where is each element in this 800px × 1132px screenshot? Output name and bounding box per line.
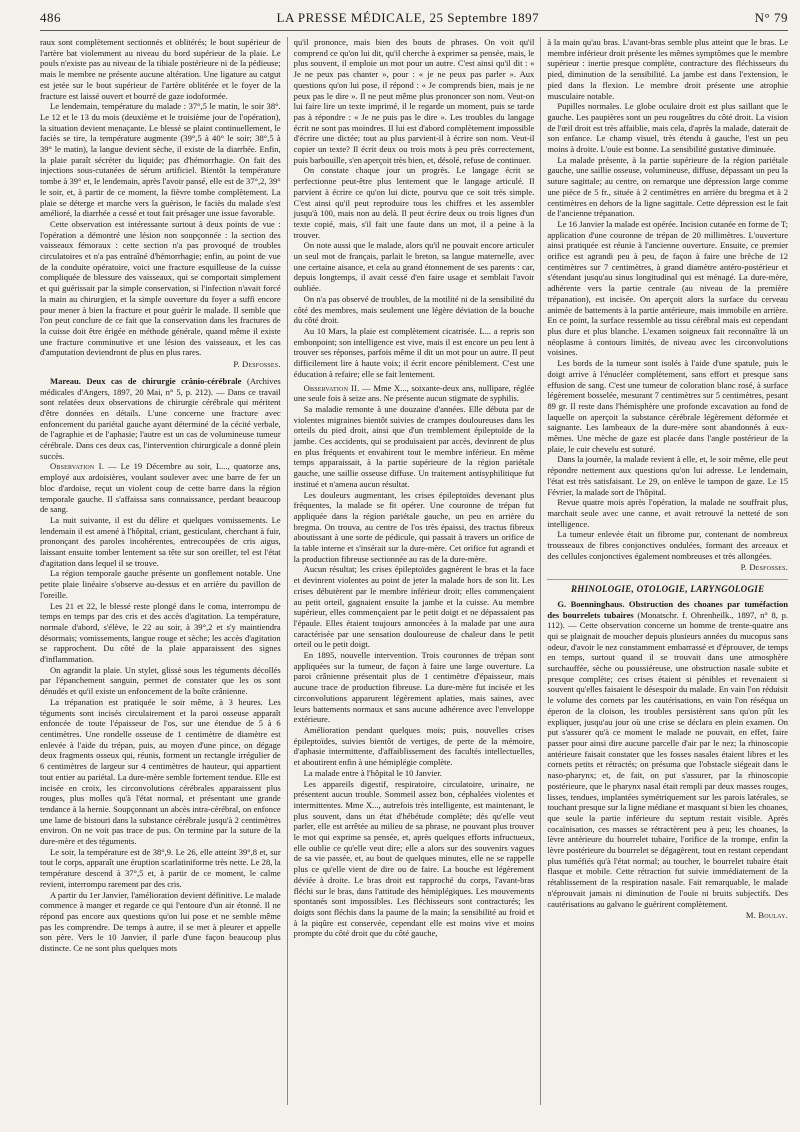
- paragraph: La région temporale gauche présente un gonflement notable. Une petite plaie linéaire s'observe au-dessus et en arrière du pavillon de l'oreille.: [40, 568, 281, 600]
- observation-paragraph: [40, 461, 281, 515]
- paragraph: On n'a pas observé de troubles, de la motilité ni de la sensibilité du côté des membres, mais seulement une légère déviation de la bouche du côté droit.: [293, 293, 535, 326]
- issue-number: N° 79: [754, 10, 788, 25]
- paragraph: La malade entre à l'hôpital le 10 Janvier.: [303, 767, 442, 778]
- paragraph: Cette observation est intéressante surtout à deux points de vue : l'opération a démontré une lésion non soupçonnée : la section des vaisseaux fémoraux : cette section n'a pas provoqué de troubles circulatoires et n'a pas entraîné d'hémorrhagie; enfin, au point de vue de la conduite opératoire, voici une fracture esquilleuse de la cuisse compliquée de blessure des vaisseaux, qui se comportait simplement et qui guérissait par la simple conservation, si l'infection n'avait forcé la main au chirurgien, et la simple ouverture du foyer a suffi encore pour mener à bien la fracture et pour guérir le malade. Il semble que l'on peut conclure de ce fait que la conservation dans les fractures de la cuisse doit être érigée en méthode générale, quand même il existe une fracture comminutive et une lésion des vaisseaux, et les cas d'amputation deviendront de plus en plus rares.: [40, 218, 281, 358]
- paragraph: On agrandit la plaie. Un stylet, glissé sous les téguments décollés par l'épanchement sanguin, permet de constater que les os sont dénudés et qu'il existe un enfoncement de la boîte crânienne.: [40, 664, 281, 697]
- paragraph: La malade présente, à la partie supérieure de la région pariétale gauche, une saillie osseuse, volumineuse, diffuse, dépassant un peu la suture sagittale; au centre, on remarque une dépression large comme une pièce de 5 fr., située à 2 centimètres en arrière du bregma et à 2 centimètres en dehors de la ligne sagittale. Cette dépression est le fait de l'ancienne trépanation.: [547, 154, 789, 219]
- paragraph: Aucun résultat; les crises épileptoïdes gagnèrent le bras et la face et devinrent violentes au point de jeter la malade hors de son lit. Les crises débutèrent par le membre inférieur droit; elles commençaient au petit orteil, gagnaient ensuite la jambe et la cuisse. Au membre supérieur, elles commençaient par le petit doigt et ne dépassaient pas l'épaule. Elles étaient toujours annoncées à la malade par une aura caractérisée par une sensation douloureuse de chaleur dans le petit orteil ou le petit doigt.: [293, 564, 535, 650]
- paragraph: Sa maladie remonte à une douzaine d'années. Elle débuta par de violentes migraines bientôt suivies de crampes douloureuses dans les orteils du pied droit, ainsi que d'un tremblement épileptoïde de la jambe. Ces accidents, qui se produisaient par accès, devinrent de plus en plus fréquents et envahirent tout le membre inférieur. En même temps apparaissait, à la partie supérieure de la région pariétale gauche, une saillie osseuse diffuse. Un traitement antisyphilitique fut institué et n'amena aucun résultat.: [293, 403, 535, 489]
- paragraph: A partir du 1er Janvier, l'amélioration devient définitive. Le malade commence à manger et regarde ce qui l'entoure d'un air étonné. Il ne répond pas encore aux questions qu'on lui pose et ne semble même pas les comprendre. De temps à autre, il se met à pleurer et appelle son père. Vers le 10 Janvier, il parle d'une façon beaucoup plus distincte. Ce ne sont plus quelques mots: [40, 889, 281, 954]
- text-columns: [40, 37, 788, 1105]
- article-reference: [547, 599, 788, 909]
- column-2: [287, 37, 535, 1105]
- paragraph: En 1895, nouvelle intervention. Trois couronnes de trépan sont appliquées sur la tumeur, de façon à faire une large ouverture. La paroi crânienne présentait plus de 1 centimètre d'épaisseur, mais aucune trace de production fibreuse. La dure-mère fut incisée et les circonvolutions apparurent légèrement aplaties, mais saines, avec leurs battements normaux et sans aucune adhérence avec l'enveloppe extérieure.: [293, 650, 535, 725]
- paragraph: Le 16 Janvier la malade est opérée. Incision cutanée en forme de T; application d'une couronne de trépan de 20 millimètres. L'ouverture ainsi pratiquée est réunie à l'ancienne ouverture. Ensuite, ce premier orifice est agrandi peu à peu, de façon à faire une brèche de 12 centimètres sur 7 centimètres, à grand diamètre antéro-postérieur et s'étendant jusqu'au sinus longitudinal qui est ménagé. La dure-mère, adhérente vers la partie centrale (au niveau de la première trépanation), est incisée. On aperçoit alors la surface du cerveau animée de battements à la partie antérieure, mais immobile en arrière. En ce point, la surface ressemble au tissu cérébral mais est cependant plus dure et plus blanche. L'examen soigneux fait reconnaître là un néoplasme à contours limités, de niveau avec les circonvolutions voisines.: [547, 218, 789, 358]
- signature: P. Desfosses.: [740, 562, 789, 573]
- paragraph: La trépanation est pratiquée le soir même, à 3 heures. Les téguments sont incisés circulairement et la paroi osseuse apparaît enfoncée de toute l'épaisseur de l'os, sur une étendue de 5 à 6 centimètres. Une rondelle osseuse de 1 centimètre de diamètre est enlevée à l'aide du trépan, puis, au moyen d'une pince, on dégage deux fragments osseux qui, réunis, forment un rectangle irrégulier de 6 centimètres de largeur sur 4 centimètres de hauteur, qui appartient tout entier au pariétal. La dure-mère semble fortement tendue. Elle est incisée en croix, les circonvolutions cérébrales apparaissent plus rouges, plus molles qu'à l'état normal, et présentant une grande tendance à la hernie. Soupçonnant un abcès intra-cérébral, on enfonce une lame de bistouri dans la substance cérébrale jusqu'à 2 centimètres environ. On ne voit pas trace de pus. On termine par la suture de la dure-mère et des téguments.: [40, 696, 281, 847]
- paragraph: Dans la journée, la malade revient à elle, et, le soir même, elle peut répondre nettement aux questions qu'on lui adresse. Le lendemain, l'état est très satisfaisant. Le 29, on enlève le tampon de gaze. Le 15 Février, la malade sort de l'hôpital.: [547, 454, 789, 497]
- paragraph: Pupilles normales. Le globe oculaire droit est plus saillant que le gauche. Les paupières sont un peu rougeâtres du côté droit. La vision de l'œil droit est très affaiblie, mais cela, d'après la malade, daterait de son enfance. Le champ visuel, très étendu à gauche, l'est un peu moins à droite. L'ouïe est bonne. La sensibilité gustative diminuée.: [547, 101, 789, 155]
- paragraph: La nuit suivante, il est du délire et quelques vomissements. Le lendemain il est amené à l'hôpital, criant, gesticulant, cherchant à fuir, prononçant des paroles incohérentes, entrecoupées de cris aigus, laissant ensuite tomber lentement sa tête sur son oreiller, tel est l'état d'agitation dans lequel il se trouve.: [40, 514, 281, 568]
- article-author: G. Boenninghaus.: [557, 598, 625, 609]
- article-title: Obstruction des choanes par tuméfaction des bourrelets tubaires: [547, 598, 789, 620]
- observation-paragraph: [294, 383, 535, 404]
- column-1: [40, 37, 281, 1105]
- signature: P. Desfosses.: [233, 359, 281, 370]
- newspaper-page: [40, 10, 788, 1110]
- paragraph: Les douleurs augmentant, les crises épileptoïdes devenant plus fréquentes, la malade se fit opérer. Une couronne de trépan fut appliquée dans la région pariétale gauche, un peu en arrière du bregma. On trouva, au centre de l'os très épaissi, des tractus fibreux aboutissant à une sorte de pédicule, qui passait à travers un orifice de la table interne et s'insérait sur la dure-mère. Cet orifice fut agrandi et la production fibreuse sectionnée au ras de la dure-mère.: [293, 489, 535, 564]
- paragraph: Le lendemain, température du malade : 37°,5 le matin, le soir 38°. Le 12 et le 13 du mois (deuxième et le troisième jour de l'opération), la situation devient menaçante. Le blessé se plaint continuellement, le faciès se tire, la température augmente (39°,5 à 40° le soir; 38°,5 à 39° le matin), la langue devient sèche, il existe de la diarrhée. Enfin, la plaie paraît sécréter du liquide; pas d'hémorrhagie. On fait des injections sous-cutanées de sérum artificiel. Bientôt la température tombe à 39° et, le lendemain, après l'avoir pansé, elle est de 37°,2, 39° le soir, et, à partir de ce moment, la fièvre tombe complètement. La plaie se déterge et marche vers la guérison, le faciès du malade s'est amélioré, la diarrhée a cessé et tout fait présager une issue favorable.: [40, 101, 281, 219]
- observation-text: — Mme X..., soixante-deux ans, nullipare, réglée une seule fois à seize ans. Ne présente aucun stigmate de syphilis.: [293, 382, 535, 404]
- paragraph: Les 21 et 22, le blessé reste plongé dans le coma, interrompu de temps en temps par des cris et des accès d'agitation. La température, normale d'abord, s'élève, le 22 au soir, à 39°,2 et s'y maintiendra désormais; vomissements, langue rouge et sèche; les accès d'agitation se rapprochent. Du côté de la plaie apparaissent des signes d'inflammation.: [40, 600, 281, 665]
- article-author: Mareau.: [50, 375, 81, 386]
- paragraph: Les bords de la tumeur sont isolés à l'aide d'une spatule, puis le doigt arrive à l'énucléer complètement, sans effort et presque sans effusion de sang. C'est une tumeur de coloration blanc rosé, à surface légèrement bosselée, mesurant 7 centimètres sur 5 centimètres, pesant 89 gr. Il reste dans l'hémisphère une profonde excavation au fond de laquelle on aperçoit la substance cérébrale légèrement déformée et saignante. Les lambeaux de la dure-mère sont abandonnés à eux-mêmes. Une mèche de gaze est placée dans l'angle postérieur de la plaie, le cuir chevelu est suturé.: [547, 358, 789, 454]
- paragraph: On note aussi que le malade, alors qu'il ne pouvait encore articuler un seul mot de français, parlait le breton, sa langue maternelle, avec une certaine aisance, et cela au grand étonnement de ses parents : car, depuis longtemps, il avait cessé d'en faire usage et semblait l'avoir oubliée.: [293, 240, 535, 294]
- page-number: 486: [40, 10, 61, 25]
- column-3: [540, 37, 788, 1105]
- article-reference: [40, 376, 281, 462]
- section-heading: RHINOLOGIE, OTOLOGIE, LARYNGOLOGIE: [547, 579, 788, 595]
- paragraph: Le soir, la température est de 38°,9. Le 26, elle atteint 39°,8 et, sur tout le corps, apparaît une éruption scarlatiniforme très nette. Le 28, la température descend à 37°,5 et, à partir de ce moment, le calme revient, interrompu rarement par des cris.: [40, 846, 281, 889]
- paragraph: Au 10 Mars, la plaie est complètement cicatrisée. L... a repris son embonpoint; son intelligence est vive, mais il est encore un peu lent à trouver ses réponses, parfois même il dit un mot pour un autre. Il peut difficilement lire à haute voix; il écrit encore péniblement. C'est une éducation à refaire; elle se fait lentement.: [293, 325, 535, 379]
- paragraph: La tumeur enlevée était un fibrome pur, contenant de nombreux trousseaux de fibres conjonctives ondulées, formant des arceaux et des cellules conjonctives également nombreuses et très allongées.: [547, 529, 789, 561]
- observation-label: Observation II.: [303, 382, 360, 393]
- article-source: (Monatschr. f. Ohrenheilk., 1897, n° 8, p. 112). — Cette observation concerne un homme de trente-quatre ans qui se plaignait de moucher depuis plusieurs années du mucopus sans odeur, d'avoir le nez constamment embarrassé et d'éprouver, de temps en temps, surtout quand il se trouvait dans une atmosphère surchauffée, sèche ou poussiéreuse, une obstruction nasale subite et presque complète; ces crises étaient si pénibles et revenaient si souvent qu'elles faisaient le désespoir du malade. En vain l'on réduisit le volume des cornets par les cautérisations, en vain l'on réséqua un éperon de la cloison, les troubles persistèrent sans qu'on pût les expliquer, jusqu'au jour où une crise se déclara en plein examen. On put s'assurer qu'à ce moment le malade ne pouvait, en effet, faire passer pour ainsi dire aucune parcelle d'air par le nez; la rhinoscopie antérieure faisait constater que les fosses nasales étaient libres et les cornets petits et rétractés; on présuma que l'obstacle siégeait dans le naso-pharynx; et, de fait, on put s'assurer, par la rhinoscopie postérieure, que le pharynx nasal était rempli par deux masses rouges, lisses, tendues, implantées symétriquement sur les parois latérales, se touchant presque sur la ligne médiane et masquant si bien les choanes, que seule la partie inférieure du septum restait visible. Après cocaïnisation, ces masses se rétractèrent peu à peu; les choanes, la lèvre antérieure du bourrelet tubaire, l'orifice de la trompe, enfin la lèvre postérieure du bourrelet se dégagèrent, tout en restant cependant plus tuméfiés qu'à l'état normal; au toucher, le bourrelet tubaire était flasque et mobile. Cette rétraction fut suivie immédiatement de la rétablissement de la respiration nasale. Fait remarquable, le malade n'éprouvait jamais ni diminution de l'ouïe ni bruits subjectifs. Des cautérisations au galvano le guérirent complètement.: [547, 609, 789, 909]
- page-header: [40, 10, 788, 31]
- paragraph: Amélioration pendant quelques mois; puis, nouvelles crises épileptoïdes, suivies bientôt de vertiges, de perte de la mémoire, d'aphasie intermittente, d'affaiblissement des facultés intellectuelles, et aboutirent enfin à une hémiplégie complète.: [293, 725, 535, 768]
- paragraph: On constate chaque jour un progrès. Le langage écrit se perfectionne peut-être plus lentement que le langage articulé. Il parvient à écrire ce qu'on lui dicte, pourvu que ce soit très simple. C'est ainsi qu'il peut reproduire tous les chiffres et les assembler jusqu'à 100, mais non au delà. Il peut écrire deux ou trois lignes d'un texte copié, mais, s'il fait une faute dans un mot, il a peine à la trouver.: [293, 165, 535, 240]
- paragraph: à la main qu'au bras. L'avant-bras semble plus atteint que le bras. Le membre inférieur droit présente les mêmes symptômes que le membre supérieur : inertie presque complète, contracture des fléchisseurs du pied, diminution de la sensibilité. La jambe est dans l'extension, le pied dans la flexion. Le membre droit présente une atrophie musculaire notable.: [547, 37, 789, 101]
- paragraph: qu'il prononce, mais bien des bouts de phrases. On voit qu'il comprend ce qu'on lui dit, qu'il cherche à exprimer sa pensée, mais, le plus souvent, il emploie un mot pour un autre. C'est ainsi qu'il dit : « Je ne peux pas chanter », pour : « je ne peux pas parler ». Aux questions qu'on lui pose, il répond : « Je comprends bien, mais je ne peux pas le dire ». Il ne peut même plus prononcer son nom. Veut-on lui faire lire un texte imprimé, il le regarde un moment, puis se tarde pas à répondre : « Je ne puis pas le dire ». Les troubles du langage écrit ne sont pas moindres. Il lui est d'abord complètement impossible d'écrire une dictée; tout au plus parvient-il à écrire son nom. Veut-il copier un texte? Il écrit deux ou trois mots à peu près correctement, puis barbouille, s'en aperçoit très bien, et, désolé, refuse de continuer.: [293, 37, 535, 165]
- paragraph: raux sont complètement sectionnés et oblitérés; le bout supérieur de l'artère bat violemment au niveau du bord supérieur de la plaie. Le pouls n'existe pas au niveau de la tibiale postérieure ni de la pédieuse; mais le membre ne présente aucune altération. Une ligature au catgut est jetée sur le bout supérieur de l'artère oblitérée et le foyer de la fracture est laissé ouvert et bourré de gaze iodoformée.: [40, 37, 281, 101]
- journal-title: LA PRESSE MÉDICALE, 25 Septembre 1897: [276, 10, 540, 25]
- observation-label: Observation I.: [50, 461, 105, 472]
- signature: M. Boulay.: [745, 910, 789, 921]
- article-source: (Archives médicales d'Angers, 1897, 20 Mai, n° 5, p. 212). — Dans ce travail sont relatées deux observations de chirurgie cérébrale qui méritent d'être données en détails. L'une concerne une fracture avec enfoncement du pariétal gauche ayant déterminé de la cécité verbale, de l'agraphie et de l'aphasie; l'autre est un cas de volumineuse tumeur cérébrale. Dans ces deux cas, l'intervention chirurgicale a donné plein succès.: [40, 375, 281, 461]
- paragraph: Revue quatre mois après l'opération, la malade ne souffrait plus, marchait seule avec une canne, et avait retrouvé la netteté de son intelligence.: [547, 497, 789, 529]
- observation-text: — Le 19 Décembre au soir, L..., quatorze ans, employé aux ardoisières, voulant soulever avec une barre de fer un bloc d'ardoise, reçut un violent coup de cette barre dans la région temporale gauche. Il s'affaissa sans connaissance, perdant beaucoup de sang.: [40, 461, 281, 515]
- paragraph: Les appareils digestif, respiratoire, circulatoire, urinaire, ne présentent aucun trouble. Sommeil assez bon, céphalées violentes et intermittentes. Mme X..., autrefois très intelligente, est maintenant, le plus souvent, dans un état d'hébétude complète; dès qu'elle veut parler, elle est arrêtée au milieu de sa phrase, ne pouvant plus trouver le mot qui exprime sa pensée, et, après quelques efforts infructueux, elle oublie ce qu'elle veut dire; elle a alors sur des souvenirs vagues de sa vie passée, et, au bout de quelques minutes, elle ne se rappelle plus ce qu'elle vient de dire ou de faire. La bouche est légèrement déviée à droite. Le bras droit est rapproché du corps, l'avant-bras fléchi sur le bras, dans l'attitude des hémiplégiques. Les mouvements spontanés sont impossibles. Les fléchisseurs sont contracturés; les doigts sont fléchis dans la paume de la main; la sensibilité au froid et à la piqûre est conservée, cependant elle est moins vive et moins prompte du côté droit que du côté gauche,: [293, 778, 535, 939]
- article-title: Deux cas de chirurgie crânio-cérébrale: [86, 375, 242, 386]
